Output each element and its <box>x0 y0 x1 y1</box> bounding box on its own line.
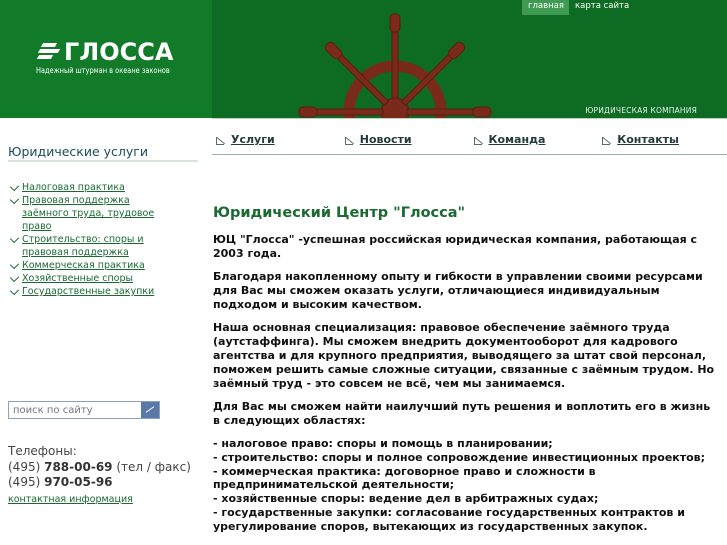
arrow-icon <box>344 136 356 146</box>
service-link-commercial[interactable]: Коммерческая практика <box>22 260 145 271</box>
service-link-labor[interactable]: Правовая поддержка заёмного труда, трудовое право <box>22 195 155 232</box>
sidebar-divider <box>8 160 198 162</box>
service-link-tax[interactable]: Налоговая практика <box>22 182 125 193</box>
contact-info-link[interactable]: контактная информация <box>8 493 133 505</box>
service-link-construction[interactable]: Строительство: споры и правовая поддержка <box>22 234 144 258</box>
nav-link-news[interactable]: Новости <box>359 133 412 146</box>
arrow-icon <box>473 136 485 146</box>
phone-1-code: (495) <box>8 459 41 474</box>
service-link-disputes[interactable]: Хозяйственные споры <box>22 273 134 284</box>
phone-2-code: (495) <box>8 475 41 489</box>
services-list <box>10 181 175 298</box>
sidebar-title: Юридические услуги <box>8 144 148 159</box>
ship-wheel-icon <box>290 0 500 118</box>
nav-link-contacts[interactable]: Контакты <box>617 133 679 146</box>
phone-1 <box>8 460 191 476</box>
logo-title: ГЛОССА <box>64 38 174 66</box>
practice-area-item: - государственные закупки: согласование государственных контрактов и урегулирование споров, вытекающих из государственных закупок. <box>213 505 685 533</box>
logo-tagline: Надежный штурман в океане законов <box>36 66 170 75</box>
main-nav <box>212 133 727 155</box>
specialization-paragraph: Наша основная специализация: правовое обеспечение заёмного труда (аутстаффинга). Мы сможем внедрить документооборот для кадрового агентства и для крупного предприятия, выводящего за штат свой персонал, поможем решить самые сложные ситуации, связанные с заёмным трудом. Но заёмный труд - это совсем не всё, чем мы занимаемся. <box>213 321 715 390</box>
intro-paragraph: ЮЦ "Глосса" -успешная российская юридическая компания, работающая с 2003 года. <box>213 233 698 260</box>
arrow-icon <box>215 136 227 146</box>
top-links <box>522 0 634 15</box>
phone-1-note: (тел / факс) <box>116 459 191 474</box>
phone-2-number: 970-05-96 <box>44 475 113 489</box>
practice-area-item: - строительство: споры и полное сопровождение инвестиционных проектов; <box>213 450 706 464</box>
experience-paragraph: Благодаря накопленному опыту и гибкости в управлении своими ресурсами для Вас мы сможем оказать услуги, отличающиеся индивидуальным подходом и высоким качеством. <box>213 270 703 311</box>
service-item-tax <box>10 181 175 194</box>
sidebar <box>0 118 212 545</box>
top-link-home[interactable]: главная <box>522 0 569 15</box>
site-logo[interactable] <box>36 40 173 64</box>
nav-item-services <box>212 133 341 154</box>
contacts-block <box>8 444 191 507</box>
practice-area-item: - хозяйственные споры: ведение дел в арбитражных судах; <box>213 492 599 506</box>
service-item-commercial <box>10 259 175 272</box>
service-item-construction <box>10 233 175 259</box>
site-header <box>0 0 727 118</box>
logo-stripes-icon <box>36 41 62 63</box>
main-content <box>213 205 718 534</box>
nav-item-news <box>341 133 470 154</box>
nav-link-services[interactable]: Услуги <box>231 133 275 146</box>
company-label: ЮРИДИЧЕСКАЯ КОМПАНИЯ <box>585 106 697 115</box>
top-link-sitemap[interactable]: карта сайта <box>575 1 630 11</box>
search-submit-button[interactable] <box>141 402 159 418</box>
service-item-labor <box>10 194 175 233</box>
phones-label: Телефоны: <box>8 444 77 458</box>
service-item-procurement <box>10 285 175 298</box>
areas-intro-paragraph: Для Вас мы сможем найти наилучший путь решения и воплотить его в жизнь в следующих областях: <box>213 400 711 427</box>
practice-areas-list <box>213 437 718 534</box>
nav-item-contacts <box>598 133 727 154</box>
page-title: Юридический Центр "Глосса" <box>213 205 466 221</box>
nav-item-team <box>470 133 599 154</box>
nav-link-team[interactable]: Команда <box>488 133 546 146</box>
header-divider <box>212 118 727 119</box>
phone-1-number: 788-00-69 <box>44 459 113 474</box>
search-input[interactable] <box>9 405 137 416</box>
service-link-procurement[interactable]: Государственные закупки <box>22 286 155 297</box>
arrow-icon <box>601 136 613 146</box>
phone-2 <box>8 475 191 491</box>
service-item-disputes <box>10 272 175 285</box>
practice-area-item: - налоговое право: споры и помощь в планировании; <box>213 437 553 450</box>
practice-area-item: - коммерческая практика: договорное право и сложности в предпринимательской деятельности; <box>213 464 596 492</box>
search-box <box>8 401 160 419</box>
